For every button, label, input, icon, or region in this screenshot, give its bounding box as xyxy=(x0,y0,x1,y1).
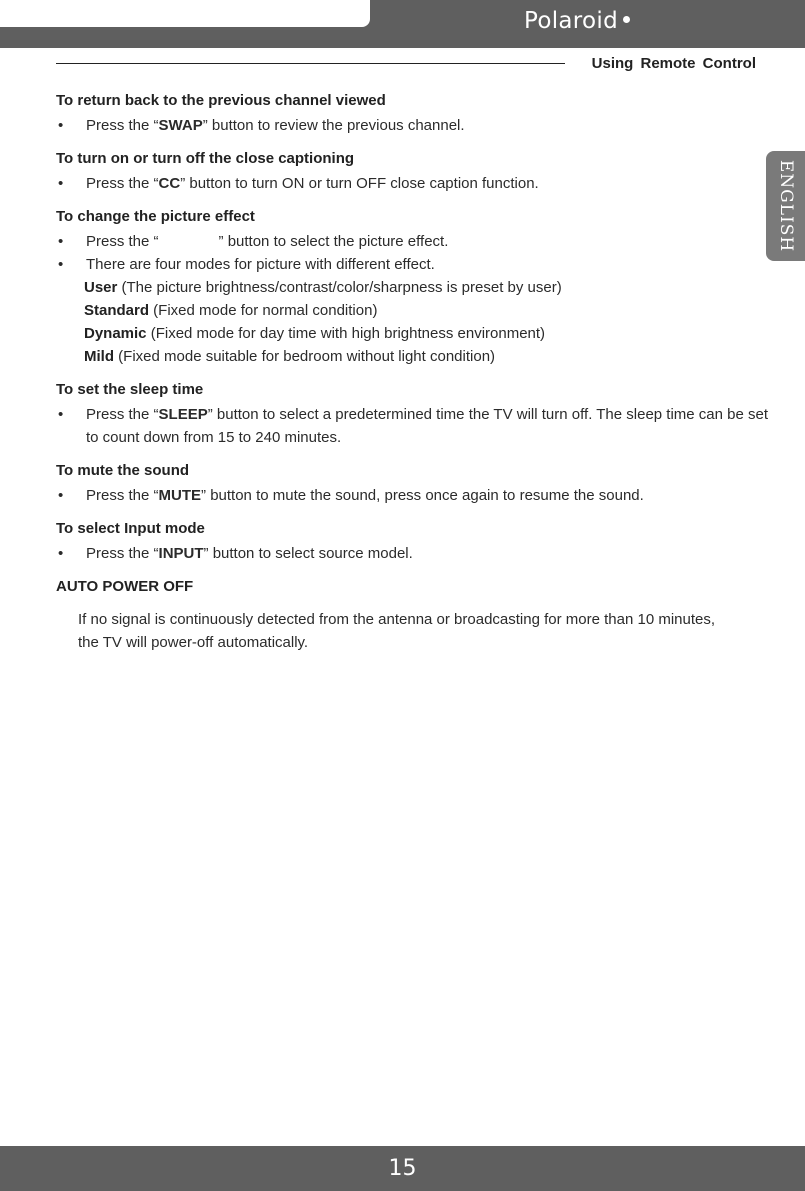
section-input xyxy=(56,518,771,565)
bullet-icon: • xyxy=(58,117,64,134)
top-banner xyxy=(0,0,805,48)
section-mute xyxy=(56,460,771,507)
footer-bar xyxy=(0,1146,805,1191)
page-number: 15 xyxy=(388,1156,417,1181)
bullet-icon: • xyxy=(58,487,64,504)
key-name: MUTE xyxy=(158,487,202,504)
brand-dot-icon xyxy=(623,16,630,23)
list-item: • Press the “SLEEP” button to select a predetermined time the TV will turn off. The sleep time can be set to count down from 15 to 240 minutes. xyxy=(56,403,771,449)
section-swap xyxy=(56,90,771,137)
list-item: • Press the “INPUT” button to select source model. xyxy=(56,542,771,565)
key-name: SWAP xyxy=(158,117,203,134)
bullet-icon: • xyxy=(58,545,64,562)
list-item: • Press the “ ” button to select the picture effect. xyxy=(56,230,771,253)
bullet-icon: • xyxy=(58,233,64,250)
language-tab xyxy=(766,151,805,261)
top-banner-notch xyxy=(370,27,410,48)
auto-power-text: If no signal is continuously detected from the antenna or broadcasting for more than 10 minutes, the TV will power-off automatically. xyxy=(78,611,716,651)
page-content xyxy=(56,90,771,665)
top-banner-cutout xyxy=(0,0,370,27)
mode-mild: Mild (Fixed mode suitable for bedroom without light condition) xyxy=(84,348,496,365)
section-auto-power-off xyxy=(56,576,771,654)
section-heading: To select Input mode xyxy=(56,520,205,537)
language-tab-label: ENGLISH xyxy=(775,159,796,253)
brand-name: Polaroid xyxy=(524,8,619,34)
bullet-icon: • xyxy=(58,175,64,192)
section-heading: To set the sleep time xyxy=(56,381,204,398)
mode-standard: Standard (Fixed mode for normal condition) xyxy=(84,302,378,319)
section-heading: To change the picture effect xyxy=(56,208,255,225)
section-heading: To return back to the previous channel viewed xyxy=(56,92,386,109)
list-item: • Press the “SWAP” button to review the previous channel. xyxy=(56,114,771,137)
header-rule xyxy=(56,63,565,64)
bullet-icon: • xyxy=(58,406,64,423)
section-sleep xyxy=(56,379,771,449)
list-item: • Press the “CC” button to turn ON or turn OFF close caption function. xyxy=(56,172,771,195)
brand-logo xyxy=(524,8,630,34)
section-heading: To turn on or turn off the close captioning xyxy=(56,150,355,167)
bullet-icon: • xyxy=(58,256,64,273)
mode-user: User (The picture brightness/contrast/color/sharpness is preset by user) xyxy=(84,279,562,296)
key-name: CC xyxy=(158,175,181,192)
section-heading: AUTO POWER OFF xyxy=(56,578,194,595)
list-item: • Press the “MUTE” button to mute the sound, press once again to resume the sound. xyxy=(56,484,771,507)
section-title: Using Remote Control xyxy=(591,55,756,72)
section-picture xyxy=(56,206,771,368)
section-cc xyxy=(56,148,771,195)
section-heading: To mute the sound xyxy=(56,462,190,479)
mode-dynamic: Dynamic (Fixed mode for day time with high brightness environment) xyxy=(84,325,546,342)
list-item: • There are four modes for picture with different effect. xyxy=(56,253,771,276)
key-name: SLEEP xyxy=(158,406,208,423)
key-name: INPUT xyxy=(158,545,204,562)
